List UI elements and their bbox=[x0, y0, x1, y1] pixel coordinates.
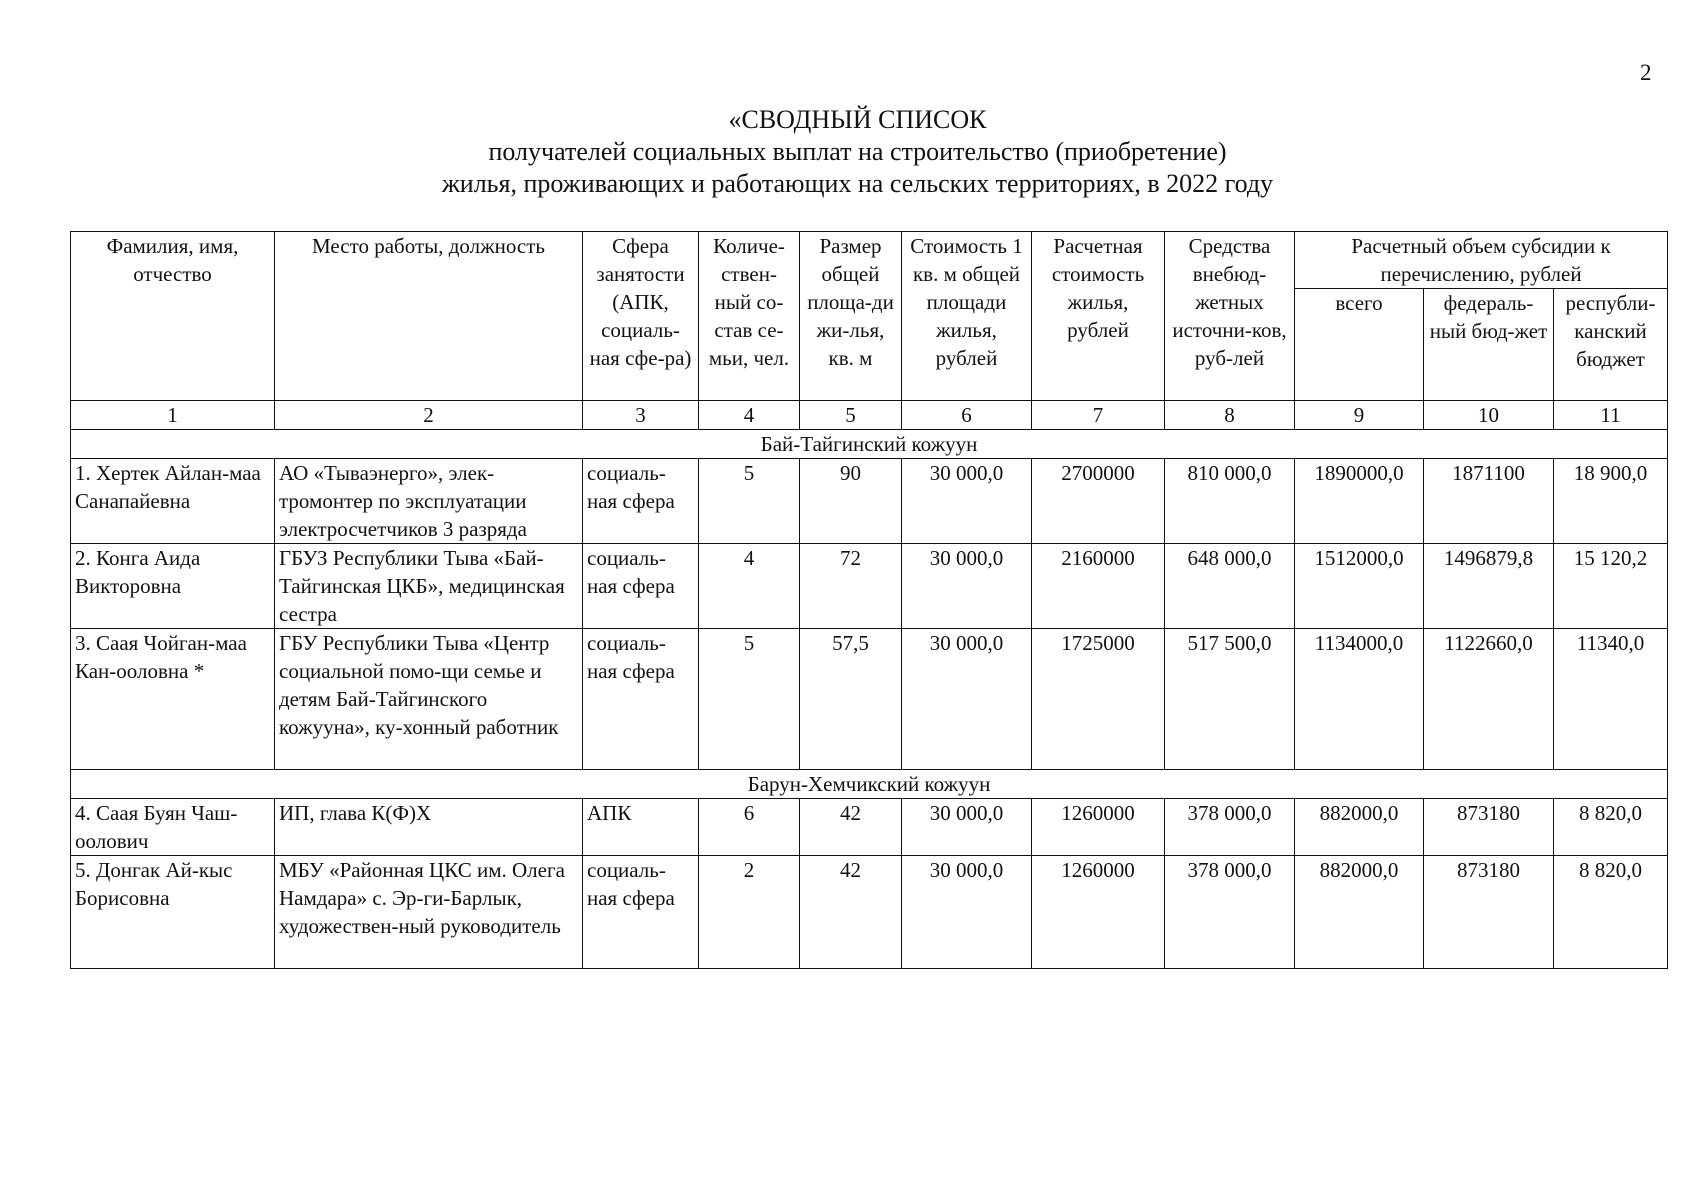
area: 42 bbox=[800, 856, 902, 969]
extra-budget: 378 000,0 bbox=[1165, 799, 1295, 856]
housing-cost: 1260000 bbox=[1032, 856, 1165, 969]
housing-cost: 1260000 bbox=[1032, 799, 1165, 856]
extra-budget: 810 000,0 bbox=[1165, 459, 1295, 544]
title-line-1: «СВОДНЫЙ СПИСОК bbox=[728, 105, 987, 134]
column-numbers-row bbox=[71, 401, 1668, 430]
housing-cost: 1725000 bbox=[1032, 629, 1165, 770]
column-number: 10 bbox=[1424, 401, 1554, 430]
recipient-name: 2. Конга Аида Викторовна bbox=[71, 544, 275, 629]
recipient-name: 4. Саая Буян Чаш-оолович bbox=[71, 799, 275, 856]
table-row bbox=[71, 856, 1668, 969]
family-size: 2 bbox=[699, 856, 800, 969]
subsidy-federal: 1496879,8 bbox=[1424, 544, 1554, 629]
workplace: ГБУЗ Республики Тыва «Бай-Тайгинская ЦКБ», медицинская сестра bbox=[275, 544, 583, 629]
group-name: Барун-Хемчикский кожуун bbox=[71, 770, 1668, 799]
area: 42 bbox=[800, 799, 902, 856]
header-workplace: Место работы, должность bbox=[275, 232, 583, 401]
price-per-meter: 30 000,0 bbox=[902, 799, 1032, 856]
header-price-per-meter: Стоимость 1 кв. м общей площади жилья, рублей bbox=[902, 232, 1032, 401]
title-line-3: жилья, проживающих и работающих на сельских территориях, в 2022 году bbox=[441, 169, 1274, 198]
subsidy-republic: 18 900,0 bbox=[1554, 459, 1668, 544]
subsidy-republic: 15 120,2 bbox=[1554, 544, 1668, 629]
price-per-meter: 30 000,0 bbox=[902, 629, 1032, 770]
table-header bbox=[71, 232, 1668, 401]
extra-budget: 517 500,0 bbox=[1165, 629, 1295, 770]
housing-cost: 2700000 bbox=[1032, 459, 1165, 544]
table-row bbox=[71, 544, 1668, 629]
group-row bbox=[71, 430, 1668, 459]
group-name: Бай-Тайгинский кожуун bbox=[71, 430, 1668, 459]
header-subsidy: Расчетный объем субсидии к перечислению, рублей bbox=[1295, 232, 1668, 289]
subsidy-federal: 873180 bbox=[1424, 799, 1554, 856]
recipient-name: 1. Хертек Айлан-маа Санапайевна bbox=[71, 459, 275, 544]
column-number: 5 bbox=[800, 401, 902, 430]
sphere: АПК bbox=[583, 799, 699, 856]
header-subsidy-republic: республи-канский бюджет bbox=[1554, 289, 1668, 401]
document-title bbox=[0, 104, 1697, 200]
column-number: 6 bbox=[902, 401, 1032, 430]
header-family-size: Количе-ствен-ный со-став се-мьи, чел. bbox=[699, 232, 800, 401]
header-subsidy-total: всего bbox=[1295, 289, 1424, 401]
column-number: 2 bbox=[275, 401, 583, 430]
subsidy-total: 882000,0 bbox=[1295, 799, 1424, 856]
table-row bbox=[71, 629, 1668, 770]
subsidy-republic: 8 820,0 bbox=[1554, 856, 1668, 969]
subsidy-total: 1134000,0 bbox=[1295, 629, 1424, 770]
header-extra-budget: Средства внебюд-жетных источни-ков, руб-лей bbox=[1165, 232, 1295, 401]
sphere: социаль-ная сфера bbox=[583, 544, 699, 629]
header-subsidy-federal: федераль-ный бюд-жет bbox=[1424, 289, 1554, 401]
extra-budget: 648 000,0 bbox=[1165, 544, 1295, 629]
sphere: социаль-ная сфера bbox=[583, 629, 699, 770]
column-number: 9 bbox=[1295, 401, 1424, 430]
workplace: ИП, глава К(Ф)Х bbox=[275, 799, 583, 856]
extra-budget: 378 000,0 bbox=[1165, 856, 1295, 969]
header-sphere: Сфера занятости (АПК, социаль-ная сфе-ра) bbox=[583, 232, 699, 401]
price-per-meter: 30 000,0 bbox=[902, 459, 1032, 544]
sphere: социаль-ная сфера bbox=[583, 459, 699, 544]
page-number: 2 bbox=[1640, 60, 1652, 85]
family-size: 5 bbox=[699, 629, 800, 770]
subsidy-total: 1890000,0 bbox=[1295, 459, 1424, 544]
column-number: 7 bbox=[1032, 401, 1165, 430]
family-size: 5 bbox=[699, 459, 800, 544]
group-row bbox=[71, 770, 1668, 799]
subsidy-republic: 11340,0 bbox=[1554, 629, 1668, 770]
price-per-meter: 30 000,0 bbox=[902, 856, 1032, 969]
workplace: АО «Тываэнерго», элек-тромонтер по эксплуатации электросчетчиков 3 разряда bbox=[275, 459, 583, 544]
area: 57,5 bbox=[800, 629, 902, 770]
family-size: 6 bbox=[699, 799, 800, 856]
workplace: МБУ «Районная ЦКС им. Олега Намдара» с. Эр-ги-Барлык, художествен-ный руководитель bbox=[275, 856, 583, 969]
recipients-table bbox=[70, 231, 1668, 969]
column-number: 11 bbox=[1554, 401, 1668, 430]
column-number: 1 bbox=[71, 401, 275, 430]
subsidy-federal: 1871100 bbox=[1424, 459, 1554, 544]
workplace: ГБУ Республики Тыва «Центр социальной помо-щи семье и детям Бай-Тайгинского кожууна», ку-хонный работник bbox=[275, 629, 583, 770]
family-size: 4 bbox=[699, 544, 800, 629]
subsidy-federal: 1122660,0 bbox=[1424, 629, 1554, 770]
subsidy-total: 1512000,0 bbox=[1295, 544, 1424, 629]
recipient-name: 3. Саая Чойган-маа Кан-ооловна * bbox=[71, 629, 275, 770]
header-housing-cost: Расчетная стоимость жилья, рублей bbox=[1032, 232, 1165, 401]
subsidy-federal: 873180 bbox=[1424, 856, 1554, 969]
title-line-2: получателей социальных выплат на строительство (приобретение) bbox=[488, 137, 1227, 166]
header-full-name: Фамилия, имя, отчество bbox=[71, 232, 275, 401]
table-row bbox=[71, 459, 1668, 544]
housing-cost: 2160000 bbox=[1032, 544, 1165, 629]
sphere: социаль-ная сфера bbox=[583, 856, 699, 969]
table-row bbox=[71, 799, 1668, 856]
area: 90 bbox=[800, 459, 902, 544]
subsidy-total: 882000,0 bbox=[1295, 856, 1424, 969]
column-number: 3 bbox=[583, 401, 699, 430]
header-area: Размер общей площа-ди жи-лья, кв. м bbox=[800, 232, 902, 401]
subsidy-republic: 8 820,0 bbox=[1554, 799, 1668, 856]
area: 72 bbox=[800, 544, 902, 629]
price-per-meter: 30 000,0 bbox=[902, 544, 1032, 629]
column-number: 8 bbox=[1165, 401, 1295, 430]
recipient-name: 5. Донгак Ай-кыс Борисовна bbox=[71, 856, 275, 969]
column-number: 4 bbox=[699, 401, 800, 430]
